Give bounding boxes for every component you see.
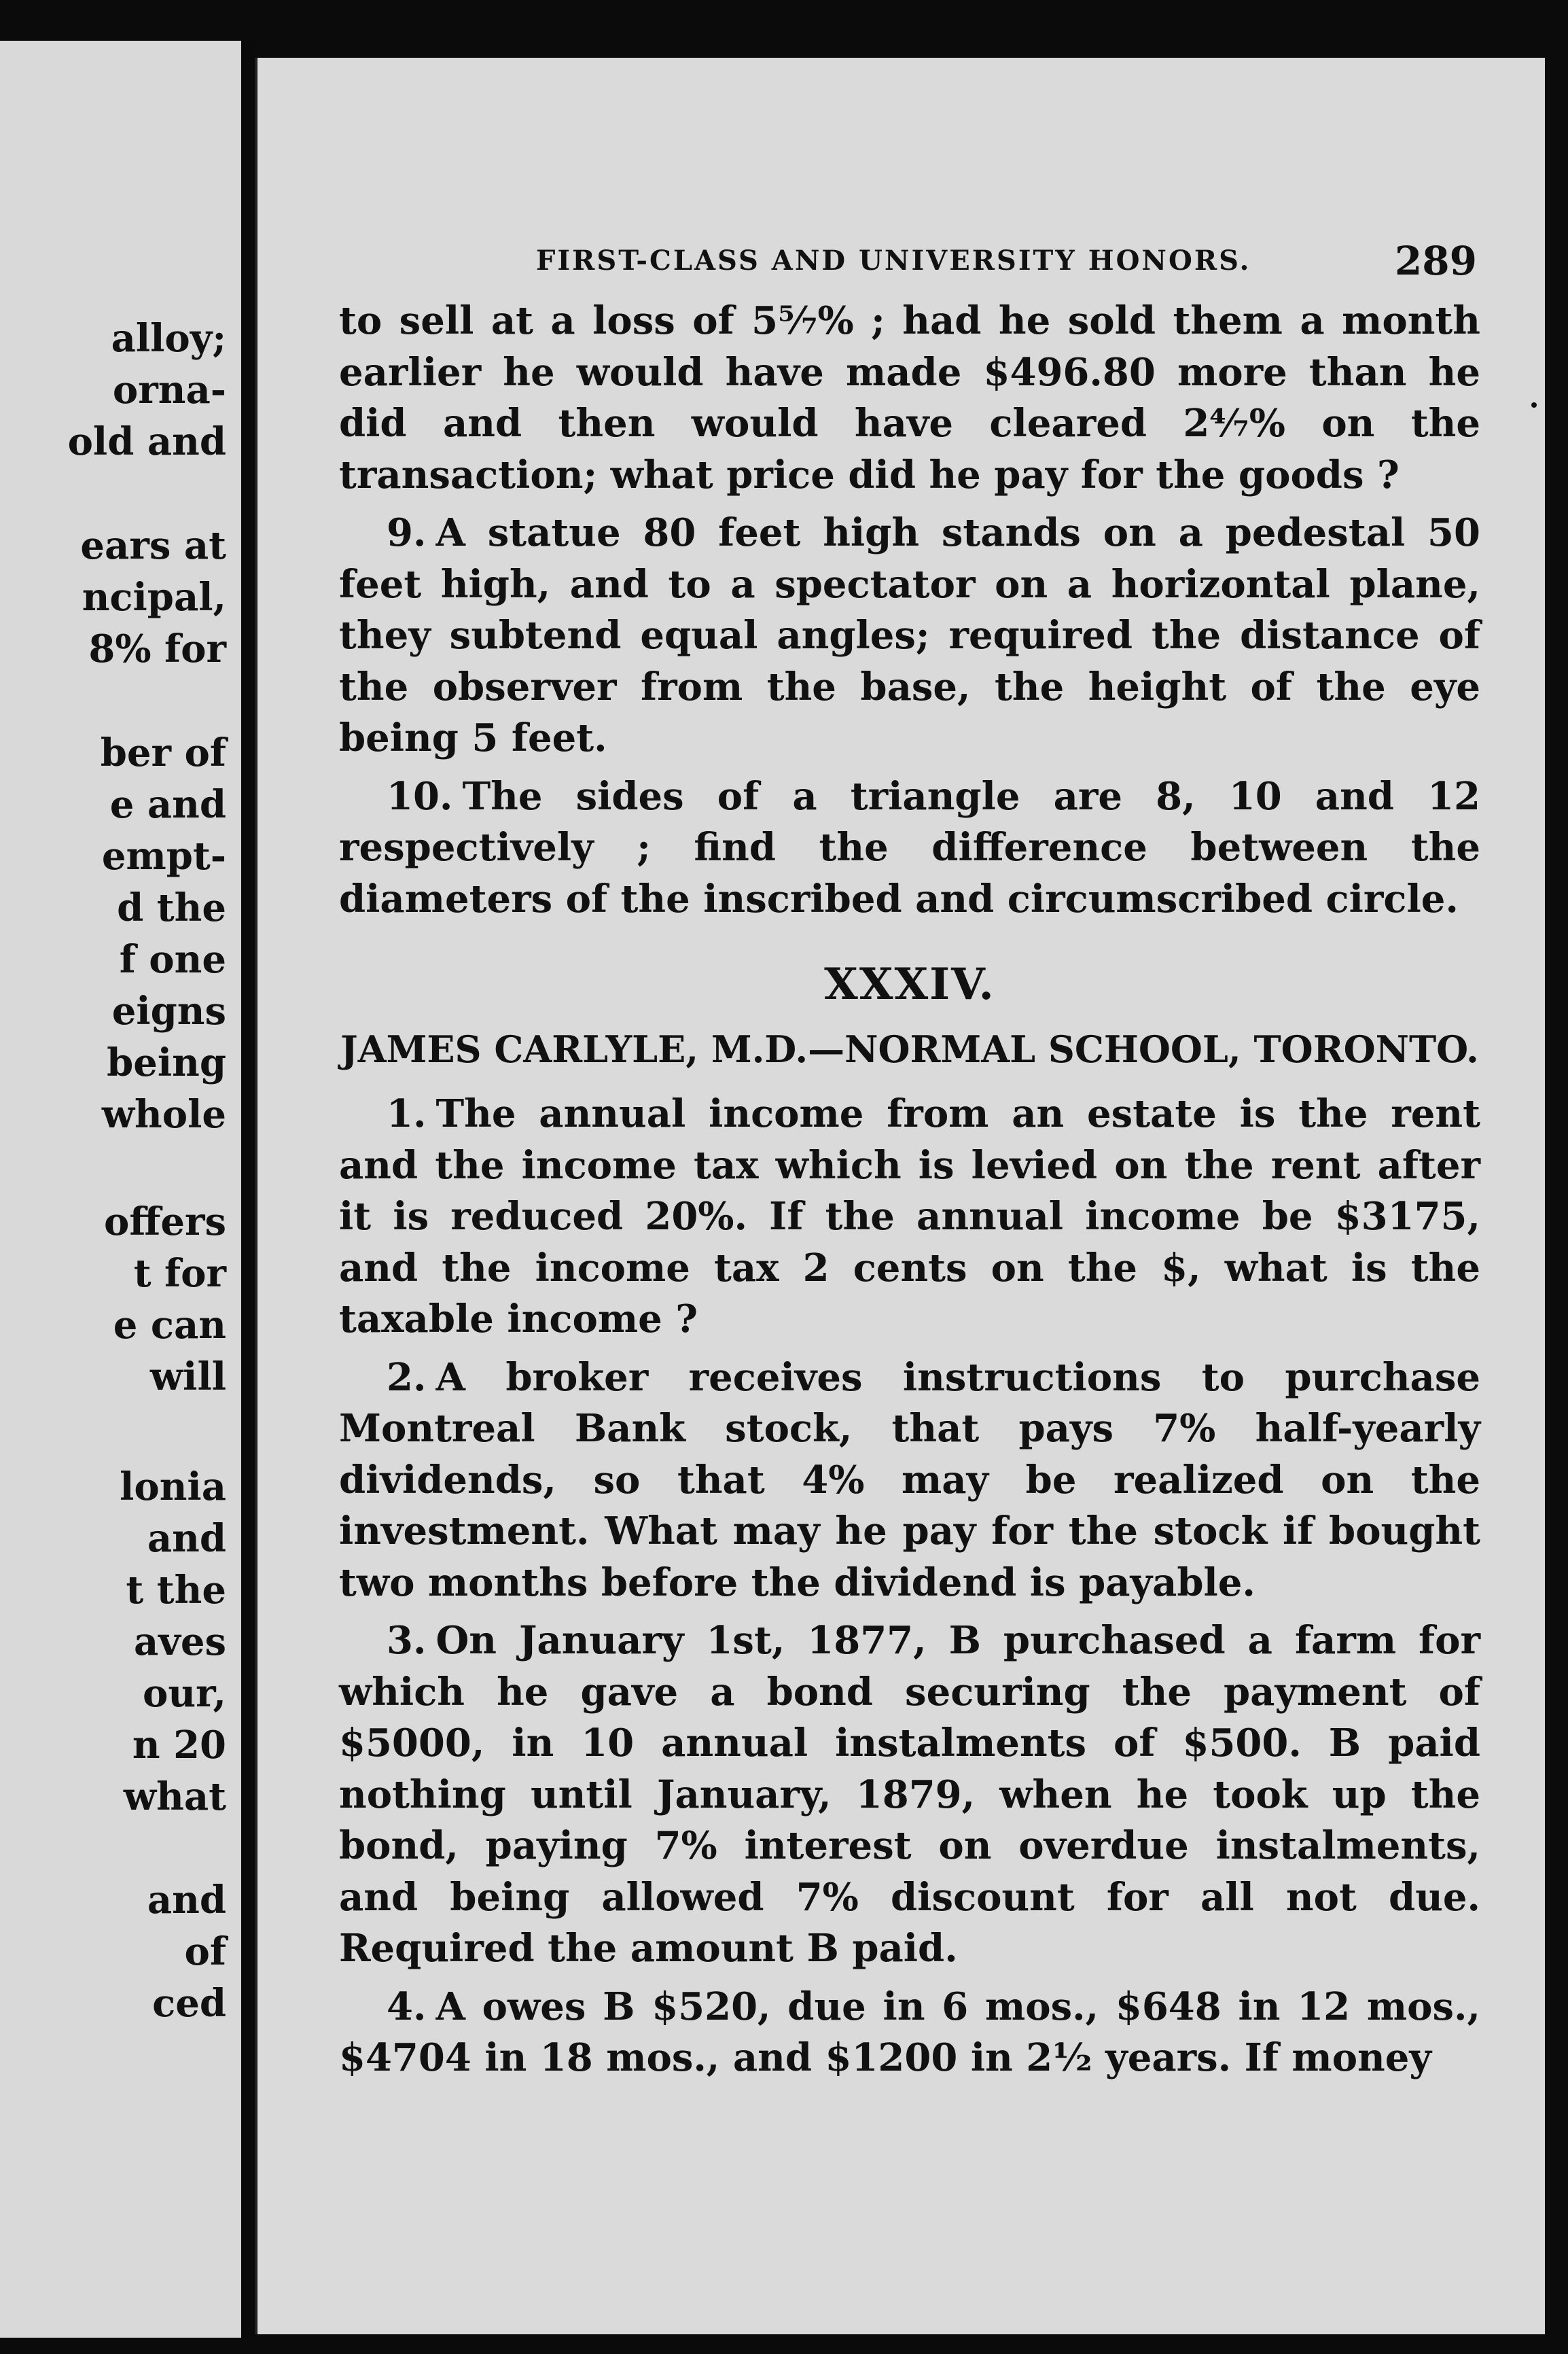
left-line: ced	[152, 1981, 226, 2026]
left-line: f one	[119, 937, 226, 982]
left-line: offers	[104, 1199, 226, 1244]
problem-number: 4.	[387, 1984, 427, 2029]
problem-4	[339, 1982, 1480, 2084]
problem-text: On January 1st, 1877, B purchased a farm for which he gave a bond securing the payment of $5000, in 10 annual instalments of $500. B paid nothing until January, 1879, when he took up the bond, paying 7% interest on overdue instalments, and being allowed 7% discount for all not due. Required the amount B paid.	[339, 1618, 1480, 1971]
left-line: alloy;	[111, 316, 226, 361]
paragraph-continued	[339, 296, 1480, 501]
section-heading: XXXIV.	[824, 959, 995, 1010]
problem-number: 1.	[387, 1091, 427, 1136]
left-line: our,	[143, 1671, 226, 1716]
problem-10	[339, 771, 1480, 926]
problem-9	[339, 508, 1480, 765]
left-line: ber of	[100, 731, 226, 775]
left-line: empt-	[101, 834, 226, 879]
problem-3	[339, 1615, 1480, 1975]
page-body	[339, 296, 1480, 2091]
paragraph-text: to sell at a loss of 5⁵⁄₇% ; had he sold them a month earlier he would have made $496.80 more than he did and then would have cleared 2⁴⁄₇% on the transaction; what price did he pay for the goods ?	[339, 298, 1480, 497]
left-line: orna-	[112, 368, 226, 412]
running-head: FIRST-CLASS AND UNIVERSITY HONORS.	[536, 245, 1251, 277]
left-line: e and	[109, 782, 226, 827]
left-line: whole	[101, 1092, 226, 1137]
problem-text: A broker receives instructions to purchase Montreal Bank stock, that pays 7% half-yearly dividends, so that 4% may be realized on the investment. What may he pay for the stock if bought two months before the dividend is payable.	[339, 1354, 1480, 1605]
left-line: aves	[134, 1619, 226, 1664]
page-number: 289	[1394, 238, 1477, 284]
problem-number: 2.	[387, 1354, 427, 1400]
left-line: will	[149, 1354, 226, 1399]
left-line: and	[147, 1878, 226, 1922]
left-line: what	[123, 1774, 226, 1819]
left-line: e can	[113, 1303, 226, 1348]
section-subheading: JAMES CARLYLE, M.D.—NORMAL SCHOOL, TORONTO.	[340, 1027, 1479, 1071]
problem-number: 9.	[387, 510, 427, 555]
left-line: 8% for	[88, 627, 226, 671]
problem-1	[339, 1089, 1480, 1346]
page-header	[536, 238, 1477, 292]
left-line: d the	[117, 885, 226, 930]
problem-text: A statue 80 feet high stands on a pedestal 50 feet high, and to a spectator on a horizontal plane, they subtend equal angles; required the distance of the observer from the base, the height of the eye being 5 feet.	[339, 510, 1480, 760]
problem-number: 10.	[387, 773, 453, 819]
left-line: t the	[126, 1568, 226, 1613]
problem-text: A owes B $520, due in 6 mos., $648 in 12 mos., $4704 in 18 mos., and $1200 in 2½ years. If money	[339, 1984, 1480, 2080]
left-line: n 20	[132, 1723, 226, 1768]
left-line: eigns	[111, 989, 226, 1034]
ink-speck	[1531, 402, 1537, 408]
left-line: lonia	[120, 1464, 226, 1509]
problem-number: 3.	[387, 1618, 427, 1663]
left-line: ears at	[80, 523, 226, 568]
left-page-fragment	[0, 41, 241, 2338]
right-page	[255, 58, 1545, 2334]
left-line: and	[147, 1516, 226, 1561]
left-line: old and	[67, 419, 226, 464]
left-line: t for	[133, 1251, 226, 1296]
problem-2	[339, 1352, 1480, 1609]
left-line: ncipal,	[82, 575, 226, 620]
book-gutter	[241, 41, 255, 2338]
left-line: being	[107, 1040, 226, 1085]
left-line: of	[184, 1929, 226, 1974]
problem-text: The annual income from an estate is the rent and the income tax which is levied on the rent after it is reduced 20%. If the annual income be $3175, and the income tax 2 cents on the $, what is the taxable income ?	[339, 1091, 1480, 1341]
problem-text: The sides of a triangle are 8, 10 and 12 respectively ; find the difference between the diameters of the inscribed and circumscribed circle.	[339, 773, 1480, 921]
